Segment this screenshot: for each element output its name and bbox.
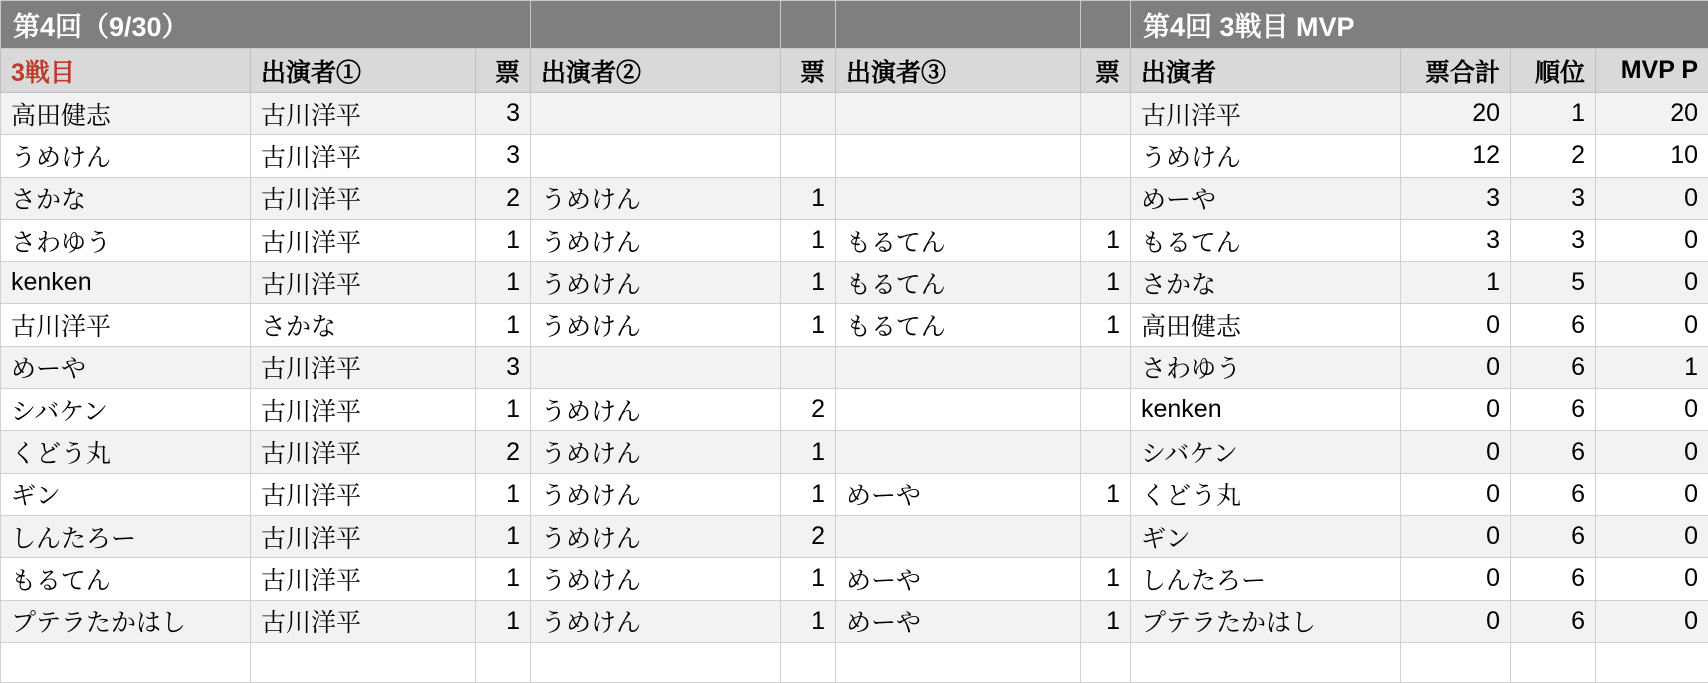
cell-votes-3[interactable]: [1081, 346, 1131, 388]
cell-votes-1[interactable]: 1: [476, 600, 531, 642]
cell-performer-3[interactable]: [836, 389, 1081, 431]
cell-mvp-points[interactable]: 0: [1596, 473, 1708, 515]
column-header-votes-2[interactable]: 票: [781, 49, 836, 93]
cell-votes-2[interactable]: 1: [781, 304, 836, 346]
cell-votes-1[interactable]: 1: [476, 304, 531, 346]
cell-votes-3[interactable]: [1081, 389, 1131, 431]
column-header-performer-3[interactable]: 出演者③: [836, 49, 1081, 93]
cell-name[interactable]: さかな: [1, 177, 251, 219]
cell-votes-2[interactable]: 1: [781, 600, 836, 642]
cell-votes-1[interactable]: 1: [476, 219, 531, 261]
table-row[interactable]: [1131, 431, 1708, 473]
table-row[interactable]: [1131, 219, 1708, 261]
table-row[interactable]: [1131, 135, 1708, 177]
cell-performer-2[interactable]: うめけん: [531, 304, 781, 346]
cell-votes-3[interactable]: [1081, 177, 1131, 219]
cell-performer[interactable]: しんたろー: [1131, 558, 1401, 600]
cell-performer-2[interactable]: うめけん: [531, 431, 781, 473]
left-title-spacer-1: [531, 1, 781, 49]
cell-votes-1[interactable]: 1: [476, 558, 531, 600]
cell-total-votes[interactable]: 3: [1401, 219, 1511, 261]
cell-performer[interactable]: もるてん: [1131, 219, 1401, 261]
cell-total-votes[interactable]: 0: [1401, 473, 1511, 515]
cell-rank[interactable]: 6: [1511, 389, 1596, 431]
cell-votes-1[interactable]: 2: [476, 431, 531, 473]
left-header-row: [1, 49, 1131, 93]
cell-name[interactable]: うめけん: [1, 135, 251, 177]
cell-mvp-points[interactable]: 0: [1596, 515, 1708, 557]
column-header-performer-1[interactable]: 出演者①: [251, 49, 476, 93]
empty-cell[interactable]: [1401, 642, 1511, 682]
table-row[interactable]: [1, 431, 1131, 473]
cell-total-votes[interactable]: 0: [1401, 558, 1511, 600]
cell-rank[interactable]: 2: [1511, 135, 1596, 177]
cell-total-votes[interactable]: 3: [1401, 177, 1511, 219]
left-title-spacer-2: [781, 1, 836, 49]
table-row[interactable]: [1131, 600, 1708, 642]
cell-votes-2[interactable]: [781, 346, 836, 388]
cell-performer-2[interactable]: うめけん: [531, 389, 781, 431]
right-title-row: [1131, 1, 1708, 49]
cell-votes-1[interactable]: 3: [476, 93, 531, 135]
cell-total-votes[interactable]: 0: [1401, 600, 1511, 642]
cell-performer-3[interactable]: もるてん: [836, 262, 1081, 304]
cell-mvp-points[interactable]: 0: [1596, 431, 1708, 473]
cell-performer-3[interactable]: [836, 93, 1081, 135]
cell-mvp-points[interactable]: 0: [1596, 219, 1708, 261]
cell-performer-2[interactable]: [531, 135, 781, 177]
cell-performer[interactable]: プテラたかはし: [1131, 600, 1401, 642]
table-row[interactable]: [1, 304, 1131, 346]
table-row[interactable]: [1, 600, 1131, 642]
cell-performer-2[interactable]: うめけん: [531, 262, 781, 304]
empty-cell[interactable]: [476, 642, 531, 682]
cell-performer-1[interactable]: 古川洋平: [251, 219, 476, 261]
cell-mvp-points[interactable]: 1: [1596, 346, 1708, 388]
cell-rank[interactable]: 1: [1511, 93, 1596, 135]
column-header-votes-3[interactable]: 票: [1081, 49, 1131, 93]
cell-total-votes[interactable]: 0: [1401, 389, 1511, 431]
cell-mvp-points[interactable]: 0: [1596, 177, 1708, 219]
cell-performer[interactable]: くどう丸: [1131, 473, 1401, 515]
cell-performer-2[interactable]: うめけん: [531, 515, 781, 557]
cell-votes-3[interactable]: 1: [1081, 473, 1131, 515]
cell-performer-1[interactable]: 古川洋平: [251, 93, 476, 135]
cell-performer-3[interactable]: めーや: [836, 473, 1081, 515]
cell-performer[interactable]: めーや: [1131, 177, 1401, 219]
cell-votes-2[interactable]: 1: [781, 262, 836, 304]
cell-votes-2[interactable]: 2: [781, 389, 836, 431]
cell-performer-1[interactable]: 古川洋平: [251, 135, 476, 177]
cell-rank[interactable]: 3: [1511, 177, 1596, 219]
cell-rank[interactable]: 5: [1511, 262, 1596, 304]
cell-performer-3[interactable]: [836, 135, 1081, 177]
cell-mvp-points[interactable]: 0: [1596, 389, 1708, 431]
cell-performer-1[interactable]: 古川洋平: [251, 389, 476, 431]
table-row[interactable]: [1131, 346, 1708, 388]
table-row[interactable]: [1, 346, 1131, 388]
empty-cell[interactable]: [531, 642, 781, 682]
cell-votes-2[interactable]: 1: [781, 558, 836, 600]
table-row[interactable]: [1131, 515, 1708, 557]
cell-performer-2[interactable]: [531, 93, 781, 135]
right-table-panel: [1130, 0, 1708, 683]
column-header-match[interactable]: 3戦目: [1, 49, 251, 93]
table-row[interactable]: [1131, 558, 1708, 600]
empty-row[interactable]: [1, 642, 1131, 682]
column-header-total-votes[interactable]: 票合計: [1401, 49, 1511, 93]
cell-name[interactable]: プテラたかはし: [1, 600, 251, 642]
cell-total-votes[interactable]: 0: [1401, 304, 1511, 346]
cell-performer-1[interactable]: 古川洋平: [251, 515, 476, 557]
empty-cell[interactable]: [1131, 642, 1401, 682]
cell-mvp-points[interactable]: 0: [1596, 262, 1708, 304]
table-row[interactable]: [1131, 389, 1708, 431]
empty-cell[interactable]: [1081, 642, 1131, 682]
cell-performer-1[interactable]: 古川洋平: [251, 177, 476, 219]
column-header-mvp-points[interactable]: MVP P: [1596, 49, 1708, 93]
cell-mvp-points[interactable]: 10: [1596, 135, 1708, 177]
cell-name[interactable]: 古川洋平: [1, 304, 251, 346]
left-title-spacer-3: [836, 1, 1081, 49]
cell-votes-1[interactable]: 1: [476, 473, 531, 515]
cell-total-votes[interactable]: 0: [1401, 346, 1511, 388]
cell-votes-1[interactable]: 1: [476, 389, 531, 431]
cell-rank[interactable]: 6: [1511, 558, 1596, 600]
cell-performer-3[interactable]: [836, 177, 1081, 219]
cell-rank[interactable]: 6: [1511, 515, 1596, 557]
cell-performer-1[interactable]: さかな: [251, 304, 476, 346]
left-title-spacer-4: [1081, 1, 1131, 49]
cell-rank[interactable]: 6: [1511, 473, 1596, 515]
cell-performer[interactable]: シバケン: [1131, 431, 1401, 473]
cell-mvp-points[interactable]: 0: [1596, 600, 1708, 642]
cell-total-votes[interactable]: 12: [1401, 135, 1511, 177]
cell-votes-3[interactable]: [1081, 135, 1131, 177]
cell-rank[interactable]: 6: [1511, 304, 1596, 346]
right-header-row: [1131, 49, 1708, 93]
cell-mvp-points[interactable]: 0: [1596, 304, 1708, 346]
table-row[interactable]: [1, 93, 1131, 135]
cell-votes-1[interactable]: 1: [476, 262, 531, 304]
cell-votes-2[interactable]: [781, 93, 836, 135]
cell-performer[interactable]: ギン: [1131, 515, 1401, 557]
cell-performer[interactable]: さわゆう: [1131, 346, 1401, 388]
cell-votes-3[interactable]: [1081, 431, 1131, 473]
left-title: 第4回（9/30）: [1, 1, 531, 49]
cell-votes-2[interactable]: 1: [781, 431, 836, 473]
table-row[interactable]: [1, 177, 1131, 219]
cell-votes-1[interactable]: 1: [476, 515, 531, 557]
cell-votes-3[interactable]: [1081, 515, 1131, 557]
cell-rank[interactable]: 6: [1511, 346, 1596, 388]
column-header-performer[interactable]: 出演者: [1131, 49, 1401, 93]
table-row[interactable]: [1131, 93, 1708, 135]
left-title-row: [1, 1, 1131, 49]
cell-votes-2[interactable]: 1: [781, 473, 836, 515]
cell-performer-2[interactable]: うめけん: [531, 473, 781, 515]
cell-rank[interactable]: 6: [1511, 600, 1596, 642]
cell-performer-2[interactable]: うめけん: [531, 177, 781, 219]
cell-votes-3[interactable]: 1: [1081, 304, 1131, 346]
cell-performer-2[interactable]: うめけん: [531, 219, 781, 261]
cell-name[interactable]: ギン: [1, 473, 251, 515]
table-row[interactable]: [1, 135, 1131, 177]
cell-votes-3[interactable]: 1: [1081, 262, 1131, 304]
cell-performer[interactable]: 古川洋平: [1131, 93, 1401, 135]
cell-votes-3[interactable]: 1: [1081, 558, 1131, 600]
cell-votes-1[interactable]: 2: [476, 177, 531, 219]
cell-performer-2[interactable]: うめけん: [531, 600, 781, 642]
cell-performer-1[interactable]: 古川洋平: [251, 473, 476, 515]
cell-name[interactable]: さわゆう: [1, 219, 251, 261]
cell-name[interactable]: 高田健志: [1, 93, 251, 135]
table-row[interactable]: [1, 262, 1131, 304]
cell-name[interactable]: もるてん: [1, 558, 251, 600]
cell-votes-3[interactable]: 1: [1081, 600, 1131, 642]
column-header-performer-2[interactable]: 出演者②: [531, 49, 781, 93]
table-row[interactable]: [1131, 262, 1708, 304]
cell-performer-3[interactable]: めーや: [836, 558, 1081, 600]
table-row[interactable]: [1131, 177, 1708, 219]
table-row[interactable]: [1, 473, 1131, 515]
cell-name[interactable]: kenken: [1, 262, 251, 304]
cell-votes-2[interactable]: 1: [781, 177, 836, 219]
table-row[interactable]: [1, 219, 1131, 261]
cell-performer-1[interactable]: 古川洋平: [251, 431, 476, 473]
table-row[interactable]: [1, 558, 1131, 600]
cell-performer-3[interactable]: もるてん: [836, 304, 1081, 346]
mvp-summary-table: [1130, 0, 1708, 683]
empty-cell[interactable]: [1511, 642, 1596, 682]
cell-total-votes[interactable]: 1: [1401, 262, 1511, 304]
empty-cell[interactable]: [781, 642, 836, 682]
cell-performer-1[interactable]: 古川洋平: [251, 558, 476, 600]
cell-votes-1[interactable]: 3: [476, 135, 531, 177]
cell-votes-2[interactable]: 1: [781, 219, 836, 261]
cell-votes-3[interactable]: 1: [1081, 219, 1131, 261]
empty-row[interactable]: [1131, 642, 1708, 682]
column-header-rank[interactable]: 順位: [1511, 49, 1596, 93]
cell-performer-3[interactable]: めーや: [836, 600, 1081, 642]
cell-performer-1[interactable]: 古川洋平: [251, 262, 476, 304]
cell-performer-3[interactable]: [836, 431, 1081, 473]
cell-performer[interactable]: kenken: [1131, 389, 1401, 431]
cell-name[interactable]: しんたろー: [1, 515, 251, 557]
cell-performer-3[interactable]: [836, 346, 1081, 388]
cell-rank[interactable]: 6: [1511, 431, 1596, 473]
cell-performer-2[interactable]: うめけん: [531, 558, 781, 600]
cell-votes-2[interactable]: 2: [781, 515, 836, 557]
cell-votes-2[interactable]: [781, 135, 836, 177]
cell-votes-1[interactable]: 3: [476, 346, 531, 388]
table-row[interactable]: [1, 515, 1131, 557]
cell-name[interactable]: シバケン: [1, 389, 251, 431]
cell-rank[interactable]: 3: [1511, 219, 1596, 261]
empty-cell[interactable]: [251, 642, 476, 682]
right-title: 第4回 3戦目 MVP: [1131, 1, 1708, 49]
table-row[interactable]: [1131, 473, 1708, 515]
cell-mvp-points[interactable]: 20: [1596, 93, 1708, 135]
cell-performer-3[interactable]: もるてん: [836, 219, 1081, 261]
table-row[interactable]: [1, 389, 1131, 431]
cell-performer-2[interactable]: [531, 346, 781, 388]
empty-cell[interactable]: [1, 642, 251, 682]
cell-performer-1[interactable]: 古川洋平: [251, 600, 476, 642]
cell-mvp-points[interactable]: 0: [1596, 558, 1708, 600]
empty-cell[interactable]: [1596, 642, 1708, 682]
cell-name[interactable]: くどう丸: [1, 431, 251, 473]
empty-cell[interactable]: [836, 642, 1081, 682]
cell-performer[interactable]: うめけん: [1131, 135, 1401, 177]
cell-performer[interactable]: さかな: [1131, 262, 1401, 304]
cell-performer[interactable]: 高田健志: [1131, 304, 1401, 346]
cell-votes-3[interactable]: [1081, 93, 1131, 135]
cell-performer-3[interactable]: [836, 515, 1081, 557]
cell-name[interactable]: めーや: [1, 346, 251, 388]
cell-total-votes[interactable]: 20: [1401, 93, 1511, 135]
cell-total-votes[interactable]: 0: [1401, 431, 1511, 473]
column-header-votes-1[interactable]: 票: [476, 49, 531, 93]
table-row[interactable]: [1131, 304, 1708, 346]
cell-total-votes[interactable]: 0: [1401, 515, 1511, 557]
cell-performer-1[interactable]: 古川洋平: [251, 346, 476, 388]
